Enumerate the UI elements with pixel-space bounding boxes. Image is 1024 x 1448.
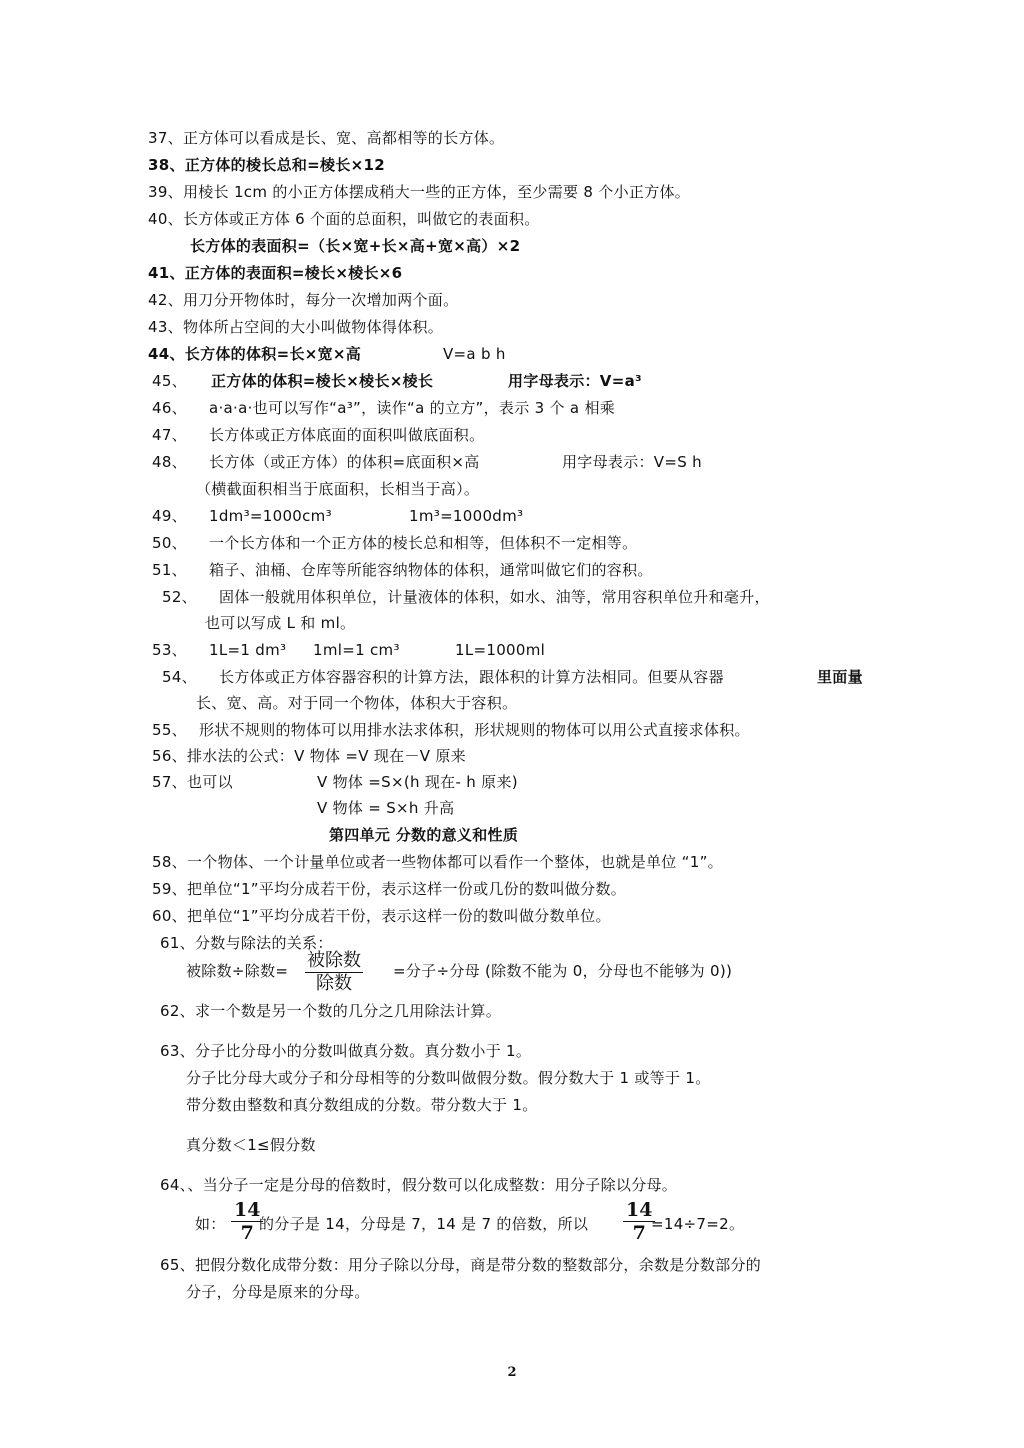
item-57-formula-b: V 物体 = S×h 升高 <box>317 799 455 817</box>
item-63-mixed: 带分数由整数和真分数组成的分数。带分数大于 1。 <box>186 1096 538 1114</box>
item-61: 61、分数与除法的关系： <box>160 934 333 952</box>
fraction-numerator: 14 <box>623 1199 655 1222</box>
item-64-example: 的分子是 14，分母是 7，14 是 7 的倍数，所以 <box>259 1215 589 1233</box>
item-45: 正方体的体积=棱长×棱长×棱长 <box>211 372 434 390</box>
item-54-cont: 长、宽、高。对于同一个物体，体积大于容积。 <box>196 694 518 712</box>
item-53-number: 53、 <box>152 641 187 659</box>
item-51-number: 51、 <box>152 561 187 579</box>
item-53-c: 1L=1000ml <box>455 641 546 659</box>
item-44: 44、长方体的体积=长×宽×高 <box>148 345 362 363</box>
item-53-b: 1ml=1 cm³ <box>313 641 400 659</box>
item-59: 59、把单位“1”平均分成若干份，表示这样一份或几份的数叫做分数。 <box>152 880 627 898</box>
fraction-denominator: 除数 <box>316 973 352 994</box>
item-64-example-prefix: 如： <box>195 1215 226 1233</box>
item-52-number: 52、 <box>162 588 197 606</box>
item-54: 长方体或正方体容器容积的计算方法，跟体积的计算方法相同。但要从容器 <box>219 668 724 686</box>
item-49-number: 49、 <box>152 507 187 525</box>
quotient-fraction <box>305 950 363 995</box>
item-56: 56、排水法的公式：V 物体 =V 现在－V 原来 <box>152 747 467 765</box>
item-50: 一个长方体和一个正方体的棱长总和相等，但体积不一定相等。 <box>209 534 638 552</box>
item-43: 43、物体所占空间的大小叫做物体得体积。 <box>148 318 444 336</box>
item-63-relation: 真分数＜1≤假分数 <box>186 1136 316 1154</box>
item-46-number: 46、 <box>152 399 187 417</box>
item-55: 形状不规则的物体可以用排水法求体积，形状规则的物体可以用公式直接求体积。 <box>199 721 750 739</box>
item-63-improper: 分子比分母大或分子和分母相等的分数叫做假分数。假分数大于 1 或等于 1。 <box>186 1069 711 1087</box>
item-39: 39、用棱长 1cm 的小正方体摆成稍大一些的正方体，至少需要 8 个小正方体。 <box>148 183 691 201</box>
item-44-letters: V=a b h <box>443 345 506 363</box>
item-47-number: 47、 <box>152 426 187 444</box>
item-45-number: 45、 <box>152 372 187 390</box>
item-49-a: 1dm³=1000cm³ <box>209 507 332 525</box>
item-48-note: （横截面积相当于底面积，长相当于高）。 <box>196 480 480 498</box>
item-52: 固体一般就用体积单位，计量液体的体积，如水、油等，常用容积单位升和毫升， <box>219 588 770 606</box>
item-55-number: 55、 <box>152 721 187 739</box>
fraction-numerator: 被除数 <box>307 950 361 971</box>
item-40: 40、长方体或正方体 6 个面的总面积，叫做它的表面积。 <box>148 210 540 228</box>
item-54-number: 54、 <box>162 668 197 686</box>
item-46: a·a·a·也可以写作“a³”，读作“a 的立方”，表示 3 个 a 相乘 <box>209 399 616 417</box>
item-64-example-result: =14÷7=2。 <box>651 1215 745 1233</box>
item-62: 62、求一个数是另一个数的几分之几用除法计算。 <box>160 1002 501 1020</box>
item-49-b: 1m³=1000dm³ <box>409 507 524 525</box>
fraction-denominator: 7 <box>240 1222 254 1244</box>
unit-heading: 第四单元 分数的意义和性质 <box>329 826 519 844</box>
item-65: 65、把假分数化成带分数：用分子除以分母，商是带分数的整数部分，余数是分数部分的 <box>160 1256 762 1274</box>
item-51: 箱子、油桶、仓库等所能容纳物体的体积，通常叫做它们的容积。 <box>209 561 653 579</box>
item-47: 长方体或正方体底面的面积叫做底面积。 <box>209 426 485 444</box>
fraction-denominator: 7 <box>632 1222 646 1244</box>
item-57: 57、也可以 <box>152 773 233 791</box>
item-45-letters: 用字母表示：V=a³ <box>508 372 642 390</box>
item-58: 58、一个物体、一个计量单位或者一些物体都可以看作一个整体，也就是单位 “1”。 <box>152 853 723 871</box>
item-38: 38、正方体的棱长总和=棱长×12 <box>148 156 385 174</box>
item-52-cont: 也可以写成 L 和 ml。 <box>205 614 356 632</box>
item-50-number: 50、 <box>152 534 187 552</box>
item-57-formula-a: V 物体 =S×(h 现在- h 原来) <box>317 773 518 791</box>
item-48: 长方体（或正方体）的体积=底面积×高 <box>209 453 480 471</box>
item-42: 42、用刀分开物体时，每分一次增加两个面。 <box>148 291 459 309</box>
item-41: 41、正方体的表面积=棱长×棱长×6 <box>148 264 403 282</box>
item-48-letters: 用字母表示：V=S h <box>562 453 702 471</box>
item-61-right: =分子÷分母 (除数不能为 0，分母也不能够为 0)) <box>393 962 733 980</box>
item-65-cont: 分子，分母是原来的分母。 <box>186 1283 370 1301</box>
item-60: 60、把单位“1”平均分成若干份，表示这样一份的数叫做分数单位。 <box>152 907 611 925</box>
item-53-a: 1L=1 dm³ <box>209 641 287 659</box>
page-number: 2 <box>507 1365 517 1380</box>
item-54-bold: 里面量 <box>817 668 863 686</box>
item-48-number: 48、 <box>152 453 187 471</box>
item-63: 63、分子比分母小的分数叫做真分数。真分数小于 1。 <box>160 1042 532 1060</box>
item-37: 37、正方体可以看成是长、宽、高都相等的长方体。 <box>148 129 505 147</box>
item-40-formula: 长方体的表面积=（长×宽+长×高+宽×高）×2 <box>190 237 521 255</box>
item-61-left: 被除数÷除数= <box>186 962 289 980</box>
item-64: 64、、当分子一定是分母的倍数时，假分数可以化成整数：用分子除以分母。 <box>160 1176 678 1194</box>
fraction-numerator: 14 <box>231 1199 263 1222</box>
